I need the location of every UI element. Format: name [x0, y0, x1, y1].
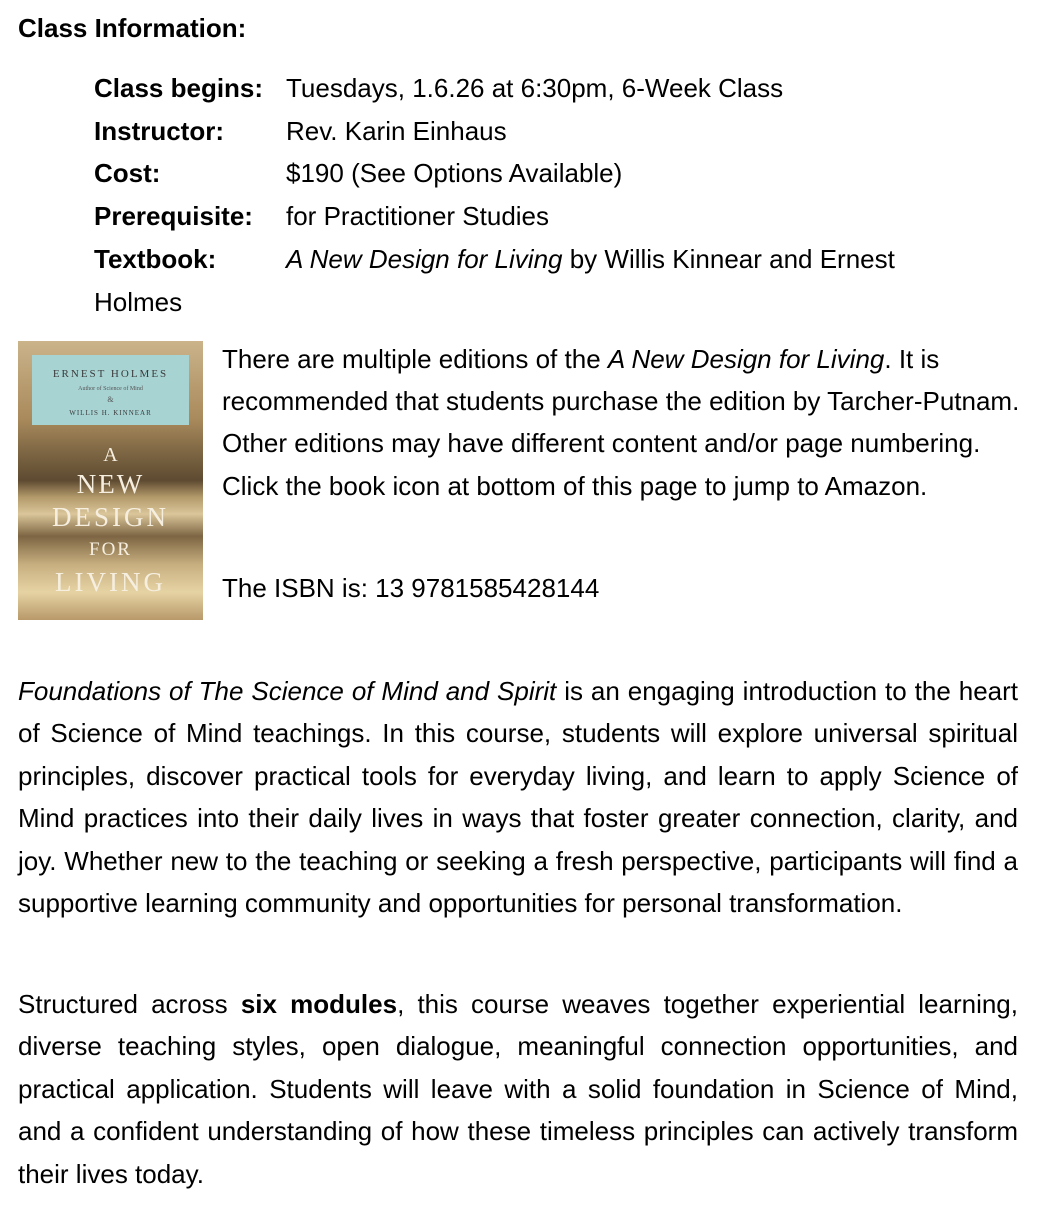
edition-note-title: A New Design for Living: [607, 344, 885, 374]
cover-title-line2: NEW: [76, 469, 145, 499]
cover-author-sub: Author of Science of Mind: [78, 386, 143, 392]
course-title: Foundations of The Science of Mind and Spirit: [18, 676, 557, 706]
description-paragraph-2-body: , this course weaves together experiential learning, diverse teaching styles, open dialogue, meaningful connection opportunities, and practical application. Students will leave with a solid foundation in Science of Mind, and a confident understanding of how these timeless principles can actively transform their lives today.: [18, 989, 1018, 1189]
textbook-title: A New Design for Living: [286, 244, 563, 274]
cover-author-top: ERNEST HOLMES: [52, 368, 169, 380]
book-cover-art: [18, 341, 203, 620]
info-label: Class begins:: [94, 73, 264, 103]
info-label: Prerequisite:: [94, 200, 253, 231]
info-value: Rev. Karin Einhaus: [286, 115, 507, 146]
edition-note: [222, 338, 1022, 507]
info-value: Tuesdays, 1.6.26 at 6:30pm, 6-Week Class: [286, 73, 784, 103]
book-cover-image[interactable]: [18, 341, 203, 620]
description-paragraph-2-start: Structured across: [18, 989, 241, 1019]
edition-note-start: There are multiple editions of the: [222, 344, 608, 374]
cover-title-line4: FOR: [89, 539, 132, 560]
description-paragraph-1: [18, 670, 1018, 924]
info-value: $190 (See Options Available): [286, 158, 623, 188]
info-value: for Practitioner Studies: [286, 200, 550, 231]
description-paragraph-2: [18, 983, 1018, 1195]
info-label: Instructor:: [94, 115, 224, 146]
info-row-textbook: [94, 238, 964, 323]
cover-coauthor: WILLIS H. KINNEAR: [69, 409, 152, 417]
isbn-text: The ISBN is: 13 9781585428144: [222, 573, 600, 603]
info-label: Textbook:: [94, 244, 217, 274]
cover-title-line5: LIVING: [55, 567, 166, 597]
info-row-cost: [94, 153, 994, 196]
cover-ampersand: &: [107, 395, 114, 404]
cover-title-line3: DESIGN: [52, 502, 169, 532]
class-info-table: [94, 68, 994, 323]
info-row-instructor: [94, 111, 994, 154]
section-title: Class Information:: [18, 13, 247, 43]
edition-note-rest: . It is recommended that students purchase the edition by Tarcher-Putnam. Other editions may have different content and/or page numbering. Click the book icon at bottom of this page to jump to Amazon.: [222, 344, 1020, 501]
info-row-prerequisite: [94, 196, 994, 239]
cover-title-line1: A: [103, 444, 118, 466]
info-label: Cost:: [94, 158, 161, 188]
info-row-class-begins: [94, 68, 994, 111]
description-paragraph-1-body: is an engaging introduction to the heart of Science of Mind teachings. In this course, students will explore universal spiritual principles, discover practical tools for everyday living, and learn to apply Science of Mind practices into their daily lives in ways that foster greater connection, clarity, and joy. Whether new to the teaching or seeking a fresh perspective, participants will find a supportive learning community and opportunities for personal transformation.: [18, 676, 1018, 919]
six-modules-emphasis: six modules: [240, 989, 398, 1019]
textbook-authors: by Willis Kinnear and Ernest Holmes: [94, 244, 895, 317]
